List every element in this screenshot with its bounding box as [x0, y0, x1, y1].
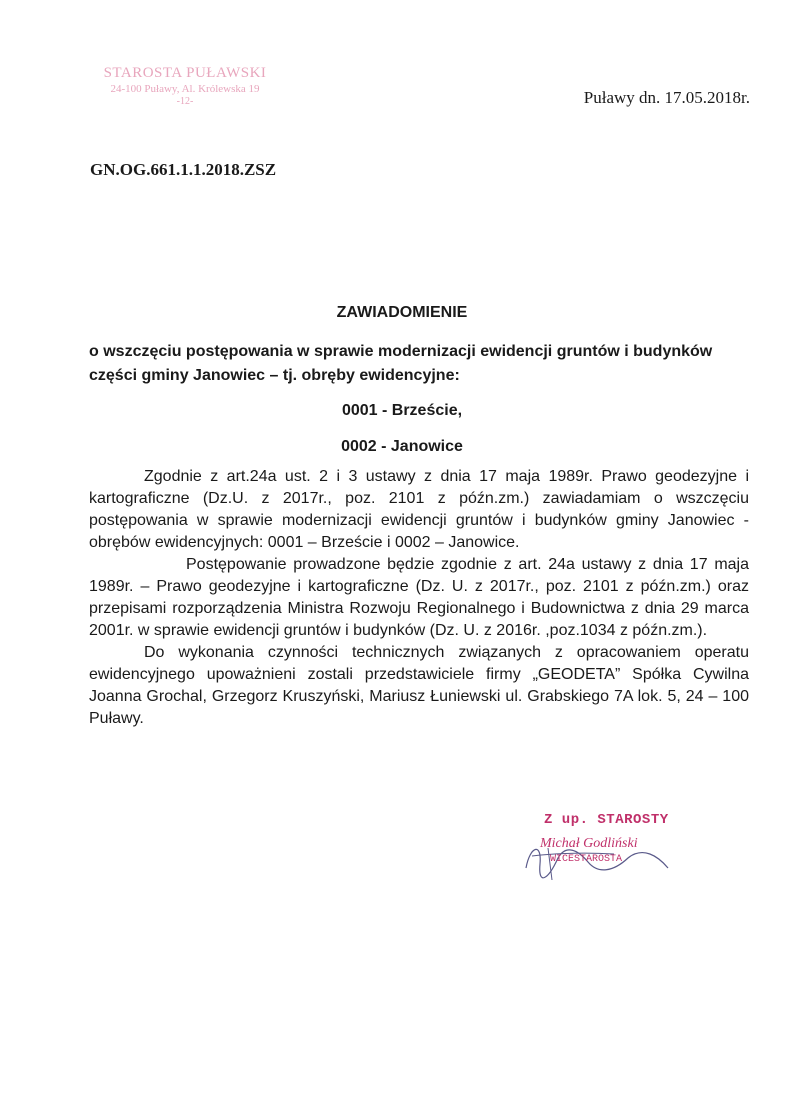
paragraph-3: Do wykonania czynności technicznych związanych z opracowaniem operatu ewidencyjnego upoważnieni zostali przedstawiciele firmy „GEODETA” Spółka Cywilna Joanna Grochal, Grzegorz Kruszyński, Mariusz Łuniewski ul. Grabskiego 7A lok. 5, 24 – 100 Puławy.: [89, 644, 749, 727]
stamp-office-name: STAROSTA PUŁAWSKI: [103, 65, 267, 81]
body-text: [89, 466, 749, 730]
paragraph-2: Postępowanie prowadzone będzie zgodnie z art. 24a ustawy z dnia 17 maja 1989r. – Prawo geodezyjne i kartograficzne (Dz. U. z 2017r., poz. 2101 z późn.zm.) oraz przepisami rozporządzenia Ministra Rozwoju Regionalnego i Budownictwa z dnia 29 marca 2001r. w sprawie ewidencji gruntów i budynków (Dz. U. z 2016r. ,poz.1034 z późn.zm.).: [89, 556, 749, 639]
place-and-date: Puławy dn. 17.05.2018r.: [583, 88, 750, 107]
obreb-item-2: 0002 - Janowice: [341, 438, 463, 455]
reference-number: GN.OG.661.1.1.2018.ZSZ: [90, 160, 277, 179]
document-subject: o wszczęciu postępowania w sprawie modernizacji ewidencji gruntów i budynków części gminy Janowiec – tj. obręby ewidencyjne:: [89, 343, 713, 384]
paragraph-1: Zgodnie z art.24a ust. 2 i 3 ustawy z dnia 17 maja 1989r. Prawo geodezyjne i kartograficzne (Dz.U. z 2017r., poz. 2101 z późn.zm.) zawiadamiam o wszczęciu postępowania w sprawie modernizacji ewidencji gruntów i budynków gminy Janowiec - obrębów ewidencyjnych: 0001 – Brzeście i 0002 – Janowice.: [89, 468, 749, 551]
stamp-number: -12-: [176, 96, 194, 107]
document-title: ZAWIADOMIENIE: [336, 304, 468, 321]
stamp-address: 24-100 Puławy, Al. Królewska 19: [110, 83, 260, 95]
signature-name: Michał Godliński: [540, 836, 638, 851]
signature-role: WICESTAROSTA: [550, 854, 623, 865]
signature-stamp: [518, 812, 698, 882]
obreb-item-1: 0001 - Brzeście,: [341, 402, 463, 419]
office-header-stamp: [80, 64, 290, 108]
signature-authority: Z up. STAROSTY: [544, 812, 669, 828]
